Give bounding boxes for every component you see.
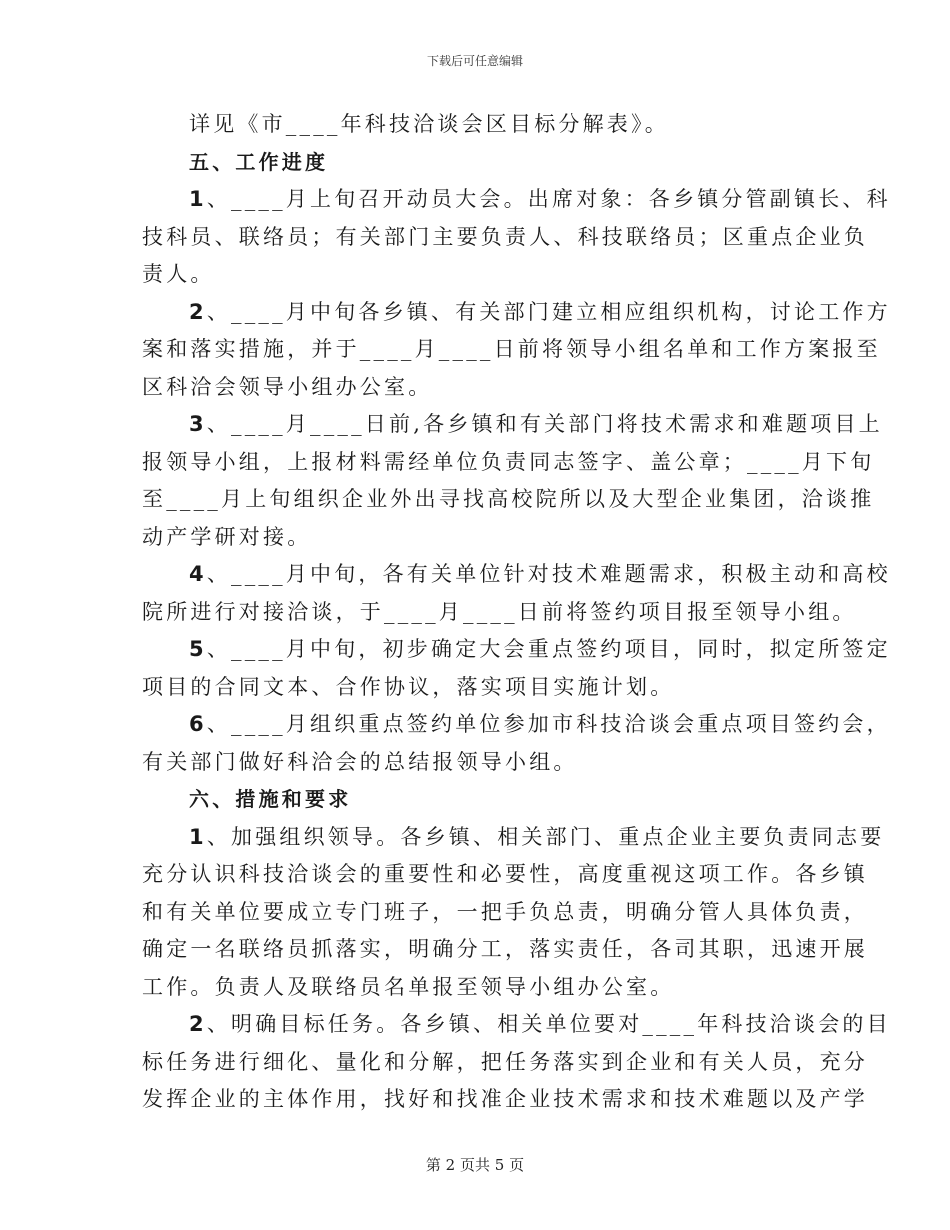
line-text: 、____月中旬，各有关单位针对技术难题需求，积极主动和高校 [206,562,891,586]
line-text: 技科员、联络员；有关部门主要负责人、科技联络员；区重点企业负 [142,224,868,249]
text-line [142,894,868,932]
text-line [142,181,891,219]
line-text: 、加强组织领导。各乡镇、相关部门、重点企业主要负责同志要 [206,824,885,849]
text-line [142,1006,891,1044]
line-text: 六、措施和要求 [189,787,352,811]
text-line [142,519,808,557]
text-line [142,406,883,444]
text-line [142,369,808,407]
line-text: 确定一名联络员抓落实，明确分工，落实责任，各司其职，迅速开展 [142,937,868,961]
line-text: 标任务进行细化、量化和分解，把任务落实到企业和有关人员，充分 [142,1049,868,1074]
line-text: 责人。 [142,262,215,286]
section-heading [142,144,808,182]
text-line [142,856,868,894]
item-number: 1 [189,824,207,849]
line-text: 案和落实措施，并于____月____日前将领导小组名单和工作方案报至 [142,337,881,361]
line-text: 至____月上旬组织企业外出寻找高校院所以及大型企业集团，洽谈推 [142,487,875,511]
line-text: 、____月中旬各乡镇、有关部门建立相应组织机构，讨论工作方 [206,299,891,324]
line-text: 动产学研对接。 [142,524,312,549]
text-line [142,969,808,1007]
line-text: 、____月组织重点签约单位参加市科技洽谈会重点项目签约会， [206,712,891,736]
line-text: 和有关单位要成立专门班子，一把手负总责，明确分管人具体负责， [142,899,868,924]
text-line [142,331,881,369]
line-text: 报领导小组，上报材料需经单位负责同志签字、盖公章；____月下旬 [142,449,875,474]
item-number: 3 [189,412,207,436]
text-line [142,219,868,257]
item-number: 5 [189,637,207,661]
text-line [142,106,808,144]
line-text: 详见《市____年科技洽谈会区目标分解表》。 [189,112,669,136]
text-line [142,481,875,519]
line-text: 院所进行对接洽谈，于____月____日前将签约项目报至领导小组。 [142,599,857,624]
document-body [142,106,891,1119]
page-number: 第 2 页共 5 页 [425,1156,525,1174]
text-line [142,294,891,332]
line-text: 发挥企业的主体作用，找好和找准企业技术需求和技术难题以及产学 [142,1087,868,1111]
text-line [142,256,808,294]
section-heading [142,781,808,819]
item-number: 4 [189,562,207,586]
text-line [142,706,891,744]
text-line [142,669,808,707]
text-line [142,631,891,669]
line-text: 工作。负责人及联络员名单报至领导小组办公室。 [142,974,675,999]
line-text: 、明确目标任务。各乡镇、相关单位要对____年科技洽谈会的目 [206,1012,891,1036]
text-line [142,1081,868,1119]
text-line [142,744,808,782]
item-number: 2 [189,299,207,324]
line-text: 项目的合同文本、合作协议，落实项目实施计划。 [142,674,675,699]
line-text: 区科洽会领导小组办公室。 [142,374,433,399]
text-line [142,594,857,632]
line-text: 五、工作进度 [189,149,329,174]
text-line [142,819,885,857]
line-text: 、____月____日前,各乡镇和有关部门将技术需求和难题项目上 [206,412,883,436]
item-number: 6 [189,712,207,736]
item-number: 1 [189,187,207,211]
page-header: 下载后可任意编辑 [426,54,523,68]
line-text: 充分认识科技洽谈会的重要性和必要性，高度重视这项工作。各乡镇 [142,862,868,886]
line-text: 、____月上旬召开动员大会。出席对象：各乡镇分管副镇长、科 [206,187,891,211]
line-text: 、____月中旬，初步确定大会重点签约项目，同时，拟定所签定 [206,637,891,661]
text-line [142,1044,868,1082]
text-line [142,444,875,482]
text-line [142,556,891,594]
item-number: 2 [189,1012,207,1036]
text-line [142,931,868,969]
line-text: 有关部门做好科洽会的总结报领导小组。 [142,749,578,774]
